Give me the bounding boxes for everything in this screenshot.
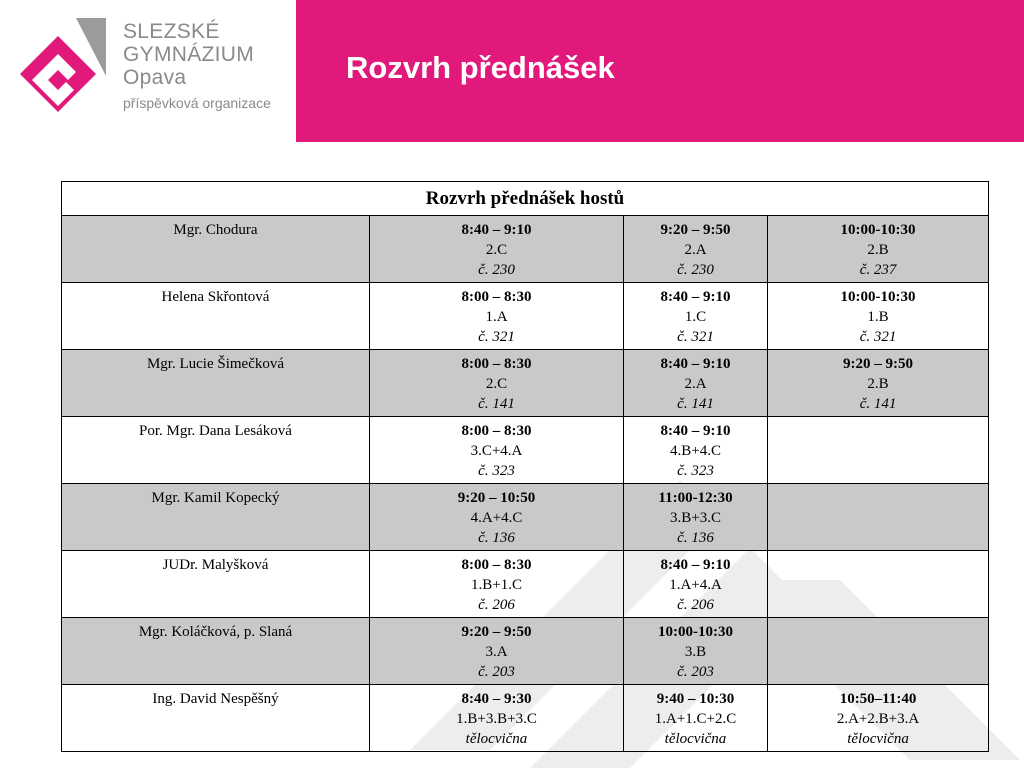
- school-logo-text: [123, 20, 271, 114]
- slot-room: č. 321: [478, 329, 515, 345]
- lecturer-name: Ing. David Nespěšný: [62, 685, 370, 752]
- slot-time: 10:00-10:30: [840, 289, 916, 305]
- slot-class: 2.B: [867, 242, 889, 258]
- table-row: [62, 350, 989, 417]
- slot-room: č. 206: [677, 597, 714, 613]
- slot-room: č. 230: [677, 262, 714, 278]
- slot-room: č. 136: [478, 530, 515, 546]
- slot-class: 1.B: [867, 309, 889, 325]
- slot-time: 8:40 – 9:10: [660, 557, 731, 573]
- lecturer-name: JUDr. Malyšková: [62, 551, 370, 618]
- table-row: [62, 283, 989, 350]
- lecture-slot: [370, 551, 624, 618]
- table-row: [62, 216, 989, 283]
- slot-class: 4.A+4.C: [470, 510, 523, 526]
- lecture-slot: [370, 216, 624, 283]
- slot-room: tělocvična: [847, 731, 909, 747]
- table-row: [62, 618, 989, 685]
- lecture-slot: [370, 350, 624, 417]
- lecture-slot: [370, 685, 624, 752]
- slot-time: 11:00-12:30: [658, 490, 733, 506]
- slot-class: 1.B+3.B+3.C: [456, 711, 537, 727]
- slot-room: č. 230: [478, 262, 515, 278]
- lecture-slot: [624, 685, 768, 752]
- slot-time: 8:40 – 9:10: [660, 423, 731, 439]
- slot-class: 1.B+1.C: [471, 577, 522, 593]
- lecture-slot: [370, 417, 624, 484]
- slot-time: 8:00 – 8:30: [461, 423, 532, 439]
- lecture-slot: [624, 551, 768, 618]
- slot-time: 8:00 – 8:30: [461, 356, 532, 372]
- lecture-slot: [768, 484, 989, 551]
- slot-class: 3.C+4.A: [470, 443, 523, 459]
- slot-room: č. 321: [859, 329, 897, 345]
- lecture-slot: [624, 484, 768, 551]
- slot-room: tělocvična: [664, 731, 727, 747]
- lecture-slot: [768, 350, 989, 417]
- lecture-slot: [370, 484, 624, 551]
- slot-time: 10:50–11:40: [839, 691, 917, 707]
- lecture-slot: [624, 216, 768, 283]
- slot-time: 10:00-10:30: [658, 624, 733, 640]
- slot-class: 2.A: [684, 376, 707, 392]
- lecturer-name: Mgr. Kamil Kopecký: [62, 484, 370, 551]
- logo-line-1: SLEZSKÉ: [123, 20, 220, 43]
- slot-time: 8:40 – 9:10: [660, 289, 731, 305]
- slot-room: č. 141: [677, 396, 714, 412]
- slot-time: 8:00 – 8:30: [461, 557, 532, 573]
- slot-room: č. 136: [677, 530, 714, 546]
- slot-time: 9:40 – 10:30: [656, 691, 735, 707]
- lecturer-name: Mgr. Lucie Šimečková: [62, 350, 370, 417]
- page-title: Rozvrh přednášek: [346, 50, 615, 85]
- slot-time: 9:20 – 9:50: [843, 356, 914, 372]
- slot-class: 2.C: [485, 376, 508, 392]
- lecture-slot: [768, 417, 989, 484]
- logo-line-4: příspěvková organizace: [123, 95, 271, 111]
- slot-class: 3.B+3.C: [670, 510, 721, 526]
- slot-time: 9:20 – 9:50: [461, 624, 532, 640]
- lecturer-name: Por. Mgr. Dana Lesáková: [62, 417, 370, 484]
- table-title: Rozvrh přednášek hostů: [62, 182, 989, 216]
- table-row: [62, 551, 989, 618]
- lecture-slot: [370, 283, 624, 350]
- logo-line-2: GYMNÁZIUM: [123, 43, 255, 66]
- lecture-slot: [624, 350, 768, 417]
- table-row: [62, 417, 989, 484]
- slot-time: 8:00 – 8:30: [461, 289, 532, 305]
- slot-class: 4.B+4.C: [670, 443, 721, 459]
- slot-room: č. 323: [478, 463, 515, 479]
- lecture-slot: [624, 618, 768, 685]
- slot-time: 8:40 – 9:10: [660, 356, 731, 372]
- slot-class: 3.B: [684, 644, 707, 660]
- school-logo: [0, 0, 296, 142]
- slot-class: 2.C: [485, 242, 508, 258]
- lecture-slot: [370, 618, 624, 685]
- table-row: [62, 484, 989, 551]
- slot-room: č. 323: [677, 463, 714, 479]
- slot-class: 1.A+1.C+2.C: [654, 711, 737, 727]
- slot-time: 9:20 – 9:50: [660, 222, 731, 238]
- slot-room: č. 141: [859, 396, 897, 412]
- slot-room: č. 141: [478, 396, 515, 412]
- slot-class: 2.A+2.B+3.A: [836, 711, 920, 727]
- slot-time: 9:20 – 10:50: [457, 490, 536, 506]
- lecturer-name: Mgr. Chodura: [62, 216, 370, 283]
- slot-class: 3.A: [485, 644, 508, 660]
- table-row: [62, 685, 989, 752]
- lecture-slot: [768, 685, 989, 752]
- school-logo-icon: [18, 18, 108, 128]
- lecture-slot: [768, 283, 989, 350]
- slot-class: 2.A: [684, 242, 707, 258]
- table-body: [62, 216, 989, 752]
- slot-time: 8:40 – 9:30: [461, 691, 532, 707]
- header-band: [296, 0, 1024, 142]
- slot-room: č. 203: [478, 664, 515, 680]
- slot-class: 1.C: [684, 309, 707, 325]
- logo-line-3: Opava: [123, 66, 187, 89]
- slot-class: 2.B: [867, 376, 889, 392]
- slot-time: 8:40 – 9:10: [461, 222, 532, 238]
- slot-room: č. 237: [859, 262, 897, 278]
- lecture-schedule-table: [61, 181, 989, 752]
- slot-room: č. 206: [478, 597, 515, 613]
- slot-class: 1.A: [485, 309, 508, 325]
- slot-room: tělocvična: [465, 731, 528, 747]
- lecture-slot: [768, 551, 989, 618]
- slot-room: č. 203: [677, 664, 714, 680]
- lecture-slot: [768, 216, 989, 283]
- lecture-slot: [768, 618, 989, 685]
- slot-room: č. 321: [677, 329, 714, 345]
- lecture-slot: [624, 283, 768, 350]
- slot-time: 10:00-10:30: [840, 222, 916, 238]
- slot-class: 1.A+4.A: [669, 577, 722, 593]
- lecturer-name: Mgr. Koláčková, p. Slaná: [62, 618, 370, 685]
- lecturer-name: Helena Skřontová: [62, 283, 370, 350]
- lecture-slot: [624, 417, 768, 484]
